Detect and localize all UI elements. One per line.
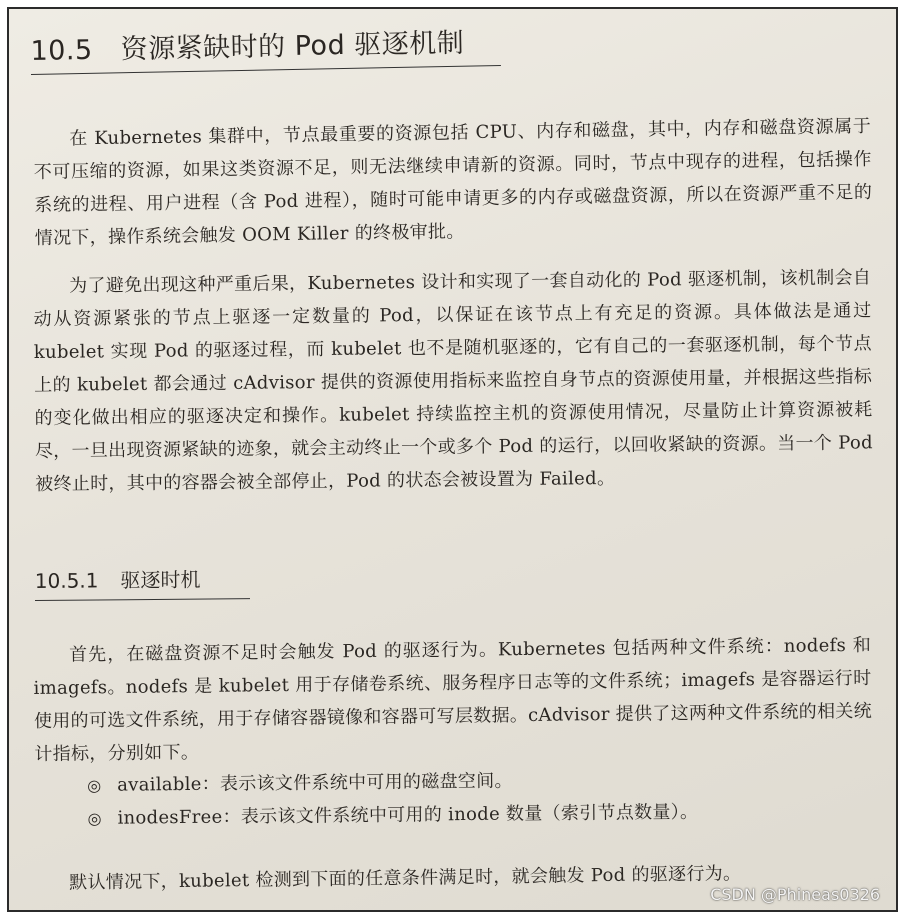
watermark: CSDN @Phineas0326 [710, 885, 880, 904]
bullet-mark-icon: ◎ [87, 808, 102, 828]
metric-list [87, 761, 868, 835]
subsection-heading [35, 563, 250, 601]
book-page-photo [7, 7, 898, 912]
paragraph-filesystems: 首先，在磁盘资源不足时会触发 Pod 的驱逐行为。Kubernetes 包括两种文件系统：nodefs 和 imagefs。nodefs 是 kubelet 用于存储卷系统、服务程序日志等的文件系统；imagefs 是容器运行时使用的可选文件系统，用于存储容器镜像和容器可写层数据。cAdvisor 提供了这两种文件系统的相关统计指标，分别如下。 [33, 634, 873, 765]
section-heading [30, 20, 501, 75]
paragraph-intro: 在 Kubernetes 集群中，节点最重要的资源包括 CPU、内存和磁盘，其中，内存和磁盘资源属于不可压缩的资源，如果这类资源不足，则无法继续申请新的资源。同时，节点中现存的进程，包括操作系统的进程、用户进程（含 Pod 进程），随时可能申请更多的内存或磁盘资源，所以在资源严重不足的情况下，操作系统会触发 OOM Killer 的终极审批。 [33, 115, 873, 249]
paragraph-closing: 默认情况下，kubelet 检测到下面的任意条件满足时，就会触发 Pod 的驱逐行为。 [69, 863, 742, 894]
bullet-mark-icon: ◎ [87, 775, 102, 795]
list-item [87, 794, 867, 835]
subsection-title: 驱逐时机 [120, 567, 201, 593]
section-number: 10.5 [30, 34, 93, 68]
paragraph-eviction-mechanism: 为了避免出现这种严重后果，Kubernetes 设计和实现了一套自动化的 Pod 驱逐机制，该机制会自动从资源紧张的节点上驱逐一定数量的 Pod，以保证在该节点上有充足的资源。具体做法是通过 kubelet 实现 Pod 的驱逐过程，而 kubelet 也不是随机驱逐的，它有自己的一套驱逐机制，每个节点上的 kubelet 都会通过 cAdvisor 提供的资源使用指标来监控自身节点的资源使用量，并根据这些指标的变化做出相应的驱逐决定和操作。kubelet 持续监控主机的资源使用情况，尽量防止计算资源被耗尽，一旦出现资源紧缺的迹象，就会主动终止一个或多个 Pod 的运行，以回收紧缺的资源。当一个 Pod 被终止时，其中的容器会被全部停止，Pod 的状态会被设置为 Failed。 [33, 267, 873, 495]
list-item-text: inodesFree：表示该文件系统中可用的 inode 数量（索引节点数量）。 [117, 801, 699, 829]
section-title: 资源紧缺时的 Pod 驱逐机制 [120, 27, 465, 66]
subsection-number: 10.5.1 [34, 568, 99, 594]
list-item-text: available：表示该文件系统中可用的磁盘空间。 [117, 770, 513, 796]
